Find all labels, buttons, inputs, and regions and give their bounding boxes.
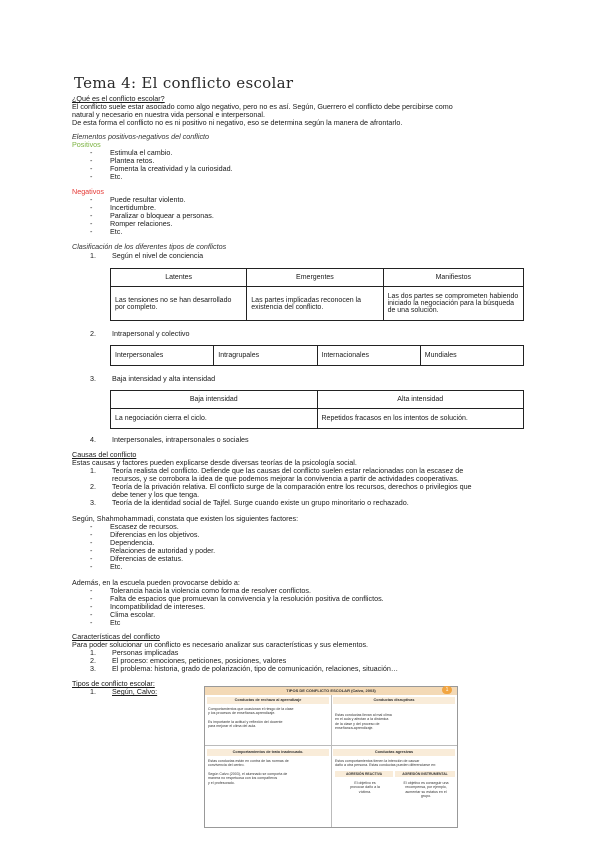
col-title: Conductas disruptivas [333,697,455,704]
table-header: Emergentes [247,269,383,287]
types-heading: Tipos de conflicto escolar: [72,679,155,688]
table-intensity [110,390,524,429]
numbered-item-calvo: 1. Según, Calvo: [90,687,158,696]
divider [331,695,332,827]
table-cell: Repetidos fracasos en los intentos de solución. [317,409,524,429]
causes-heading: Causas del conflicto [72,450,137,459]
classification-heading: Clasificación de los diferentes tipos de conflictos [72,242,227,251]
sub-title: AGRESIÓN INSTRUMENTAL [395,771,455,777]
section-heading-what: ¿Qué es el conflicto escolar? [72,94,165,103]
table-header: Manifiestos [383,269,523,287]
col-title: Conductas de rechazo al aprendizaje [207,697,329,704]
numbered-item: 1. Personas implicadas [90,648,179,657]
sub-text: El objetivo es conseguir una recompensa, por ejemplo, aumentar su estatus en el grupo. [403,781,449,799]
numbered-item: 3. Teoría de la identidad social de Tajfel. Surge cuando existe un grupo minoritario o rechazado. [90,498,409,507]
sub-title: AGRESIÓN REACTIVA [335,771,393,777]
table-cell: Mundiales [420,346,523,366]
numbered-item-continuation: recursos, y se corrobora la idea de que podemos mejorar la convivencia a partir de actividades cooperativas. [112,474,459,483]
numbered-item-2: 2. Intrapersonal y colectivo [90,329,190,338]
elements-heading: Elementos positivos-negativos del conflicto [72,132,210,141]
causes-intro: Estas causas y factores pueden explicarse desde diversas teorías de la psicología social. [72,458,357,467]
shah-intro: Según, Shahmohammadi, constata que existen los siguientes factores: [72,514,299,523]
col-text: Comportamientos que ocasionan el riesgo de la clase y los procesos de enseñanza-aprendizaje. Es importante la actitud y reflexión del docente para mejorar el clima del aula. [208,707,294,729]
document-page: Tema 4: El conflicto escolar ¿Qué es el conflicto escolar? El conflicto suele estar asociado como algo negativo, pero no es así. Según, Guerrero el conflicto debe percibirse como natural y necesario en nuestra vida personal e interpersonal. De esta forma el conflicto no es ni positivo ni negativo, eso se determina según la manera de afrontarlo. Elementos positivos-negativos del conflicto Positivos - Estimula el cambio. - Plantea retos. - Fomenta la creatividad y la curiosidad. - Etc. Negativos - Puede resultar violento. - Incertidumbre. - Paralizar o bloquear a personas. - Romper relaciones. - Etc. Clasificación de los diferentes tipos de conflictos 1. Según el nivel de conciencia Latentes Emergentes Manifiestos Las tensiones no se han desarrollado por completo. Las partes implicadas reconocen la existencia del conflicto. Las dos partes se comprometen habiendo iniciado la negociación para la búsqueda de una solución. 2. Intrapersonal y colectivo Interpersonales Intragrupales Internacionales Mundiales 3. Baja intensidad y alta intensidad Baja intensidad Alta intensidad La negociación cierra el ciclo. Repetidos fracasos en los intentos de solución. 4. Interpersonales, intrapersonales o sociales Causas del conflicto Estas causas y factores pueden explicarse desde diversas teorías de la psicología social. 1. Teoría realista del conflicto. Defiende que las causas del conflicto suelen estar relacionadas con la escasez de recursos, y se corrobora la idea de que podemos mejorar la convivencia a partir de actividades cooperativas. 2. Teoría de la privación relativa. El conflicto surge de la comparación entre los recursos, derechos o privilegios que debe tener y los que tenga. 3. Teoría de la identidad social de Tajfel. Surge cuando existe un grupo minoritario o rechazado. Según, Shahmohammadi, constata que existen los siguientes factores: - Escasez de recursos. - Diferencias en los objetivos. - Dependencia. - Relaciones de autoridad y poder. - Diferencias de estatus. - Etc. Además, en la escuela pueden provocarse debido a: - Tolerancia hacia la violencia como forma de resolver conflictos. - Falta de espacios que promuevan la convivencia y la resolución positiva de conflictos. - Incompatibilidad de intereses. - Clima escolar. - Etc Características del conflicto Para poder solucionar un conflicto es necesario analizar sus características y sus elementos. 1. Personas implicadas 2. El proceso: emociones, peticiones, posiciones, valores 3. El problema: historia, grado de polarización, tipo de comunicación, relaciones, situación… Tipos de conflicto escolar: 1. Según, Calvo: TIPOS DE CONFLICTO ESCOLAR (Calvo, 2003) 1 Conductas de rechazo al aprendizaje Conductas disruptivas Comportamientos que ocasionan el riesgo de la clase y los procesos de enseñanza-aprendizaje. Es importante la actitud y reflexión del docente para mejorar el clima del aula. Estas conductas llevan al mal clima en el aula y afectan a la dinámica de la clase y del proceso de enseñanza-aprendizaje. Comportamientos de trato inadecuado. Conductas agresivas Estas conductas están en contra de las normas de convivencia del centro. Según Calvo (2003), el alumnado se comporta de manera no respetuosa con los compañeros y el profesorado. Estos comportamientos tienen la intención de causar daño a otra persona. Estas conductas pueden diferenciarse en: AGRESIÓN REACTIVA AGRESIÓN INSTRUMENTAL El objetivo es provocar daño a la víctima. El objetivo es conseguir una recompensa, por ejemplo, aumentar su estatus en el grupo. [0,0,600,848]
sub-text: El objetivo es provocar daño a la víctima. [350,781,380,794]
row-title: Comportamientos de trato inadecuado. [207,749,329,756]
table-cell: Las tensiones no se han desarrollado por completo. [111,287,247,321]
table-header: Latentes [111,269,247,287]
numbered-item: 1. Teoría realista del conflicto. Defiende que las causas del conflicto suelen estar relacionadas con la escasez de [90,466,464,475]
intro-line-2: natural y necesario en nuestra vida personal e interpersonal. [72,110,265,119]
page-badge-icon: 1 [442,686,452,694]
characteristics-intro: Para poder solucionar un conflicto es necesario analizar sus características y sus elementos. [72,640,369,649]
negativos-label: Negativos [72,187,104,196]
table-cell: La negociación cierra el ciclo. [111,409,318,429]
col-text: Estas conductas llevan al mal clima en el aula y afectan a la dinámica de la clase y del proceso de enseñanza-aprendizaje. [335,713,392,731]
numbered-item-4: 4. Interpersonales, intrapersonales o sociales [90,435,249,444]
row-text: Estas conductas están en contra de las normas de convivencia del centro. Según Calvo (2003), el alumnado se comporta de manera no respetuosa con los compañeros y el profesorado. [208,759,289,785]
numbered-item: 3. El problema: historia, grado de polarización, tipo de comunicación, relaciones, situación… [90,664,399,673]
numbered-item-continuation: debe tener y los que tenga. [112,490,200,499]
table-scope [110,345,524,366]
page-title: Tema 4: El conflicto escolar [74,74,294,92]
table-cell: Internacionales [317,346,420,366]
table-consciousness [110,268,524,321]
characteristics-heading: Características del conflicto [72,632,160,641]
numbered-item-1: 1. Según el nivel de conciencia [90,251,204,260]
row-text: Estos comportamientos tienen la intención de causar daño a otra persona. Estas conductas pueden diferenciarse en: [335,759,437,768]
image-table-header: TIPOS DE CONFLICTO ESCOLAR (Calvo, 2003) [205,687,457,695]
table-header: Alta intensidad [317,391,524,409]
row-title: Conductas agresivas [333,749,455,756]
positivos-label: Positivos [72,140,101,149]
intro-line-1: El conflicto suele estar asociado como algo negativo, pero no es así. Según, Guerrero el conflicto debe percibirse como [72,102,453,111]
numbered-item-3: 3. Baja intensidad y alta intensidad [90,374,216,383]
intro-line-3: De esta forma el conflicto no es ni positivo ni negativo, eso se determina según la manera de afrontarlo. [72,118,403,127]
school-intro: Además, en la escuela pueden provocarse debido a: [72,578,240,587]
table-cell: Las dos partes se comprometen habiendo iniciado la negociación para la búsqueda de una solución. [383,287,523,321]
conflict-types-table-image [204,686,458,828]
numbered-item: 2. El proceso: emociones, peticiones, posiciones, valores [90,656,287,665]
table-cell: Intragrupales [214,346,317,366]
table-header: Baja intensidad [111,391,318,409]
numbered-item: 2. Teoría de la privación relativa. El conflicto surge de la comparación entre los recursos, derechos o privilegios que [90,482,472,491]
table-cell: Las partes implicadas reconocen la existencia del conflicto. [247,287,383,321]
table-cell: Interpersonales [111,346,214,366]
